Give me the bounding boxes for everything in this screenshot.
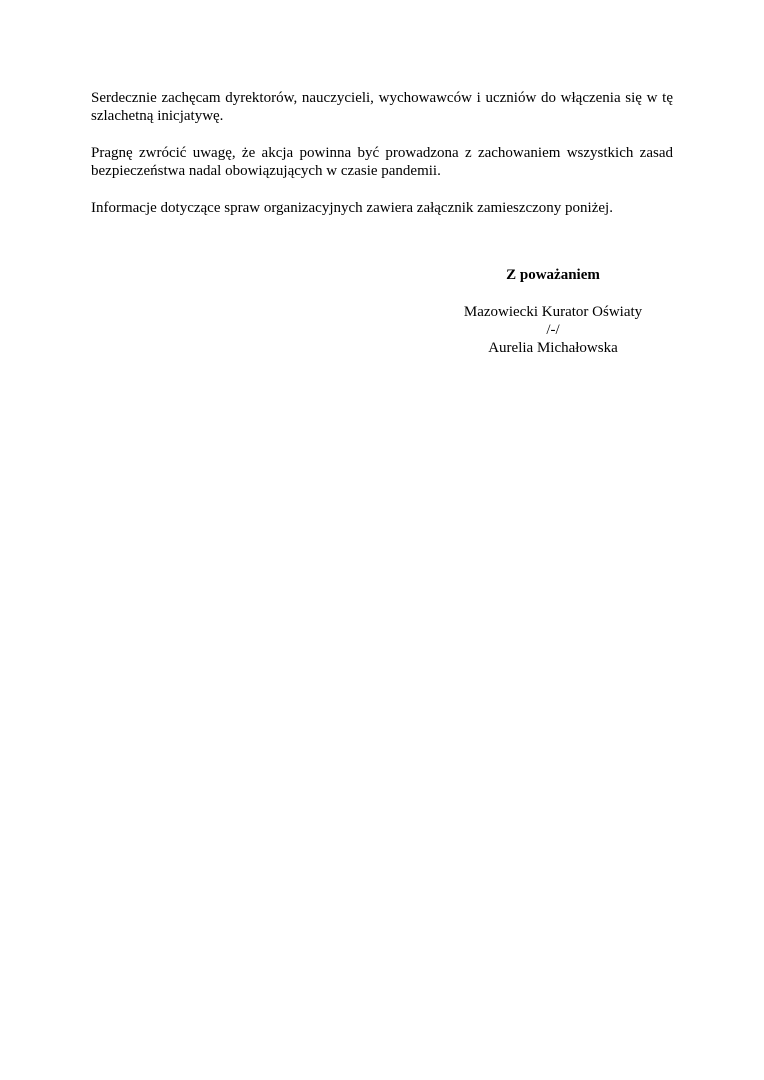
signature-mark: /-/ (546, 322, 560, 338)
closing-phrase: Z poważaniem (506, 267, 600, 283)
signatory-title: Mazowiecki Kurator Oświaty (463, 304, 643, 320)
paragraph-encouragement: Serdecznie zachęcam dyrektorów, nauczycieli, wychowawców i uczniów do włączenia się w tę szlachetną inicjatywę. (91, 90, 673, 124)
paragraph-safety-note: Pragnę zwrócić uwagę, że akcja powinna być prowadzona z zachowaniem wszystkich zasad bezpieczeństwa nadal obowiązujących w czasie pandemii. (91, 145, 673, 179)
letter-body (91, 89, 673, 236)
signature-block (432, 266, 674, 357)
paragraph-attachment-info: Informacje dotyczące spraw organizacyjnych zawiera załącznik zamieszczony poniżej. (91, 200, 613, 216)
signatory-name: Aurelia Michałowska (488, 340, 618, 356)
